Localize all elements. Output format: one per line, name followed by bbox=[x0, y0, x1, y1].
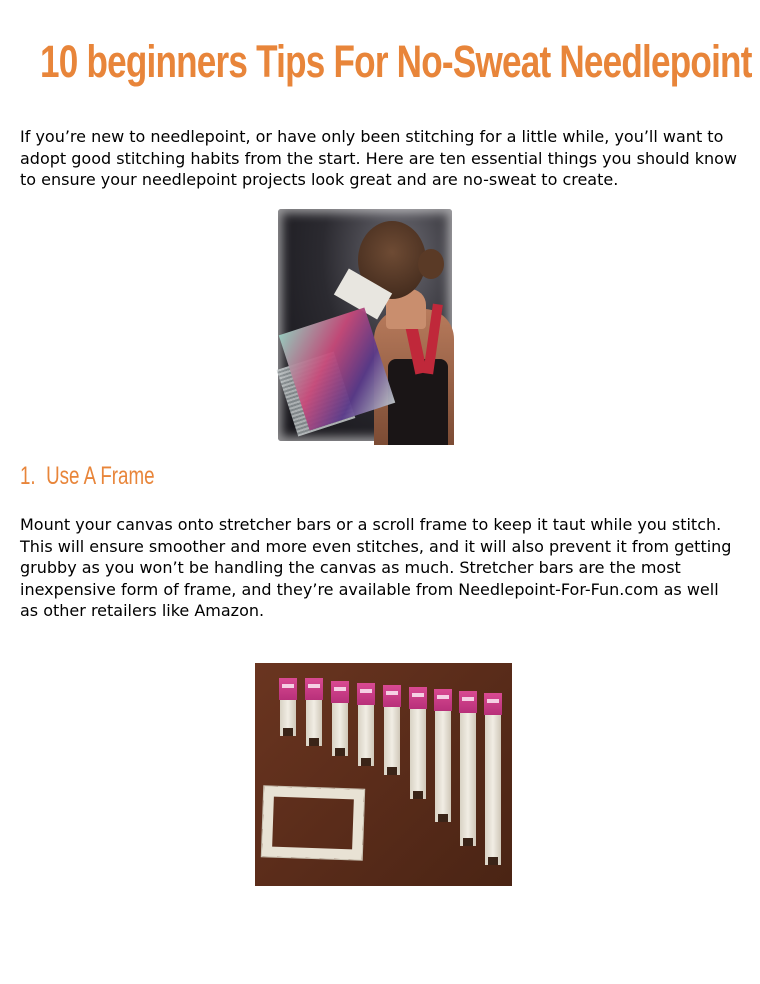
intro-paragraph: If you’re new to needlepoint, or have only been stitching for a little while, you’ll want to adopt good stitching habits from the start. Here are ten essential things you should know to ensure your needlepoint projects look great and are no-sweat to create. bbox=[20, 127, 738, 190]
page-title: 10 beginners Tips For No-Sweat Needlepoint bbox=[40, 36, 752, 87]
section-heading bbox=[20, 462, 155, 491]
section-title: Use A Frame bbox=[46, 462, 155, 490]
stretcher-bars-photo bbox=[255, 663, 512, 886]
section-number: 1. bbox=[20, 462, 36, 490]
assembled-frame bbox=[262, 786, 364, 859]
section-body: Mount your canvas onto stretcher bars or a scroll frame to keep it taut while you stitch. This will ensure smoother and more even stitches, and it will also prevent it from getting grubby as you won’t be handling the canvas as much. Stretcher bars are the most inexpensive form of frame, and they’re available from Needlepoint-For-Fun.com as well as other retailers like Amazon. bbox=[20, 515, 732, 621]
stitching-photo bbox=[274, 205, 456, 445]
